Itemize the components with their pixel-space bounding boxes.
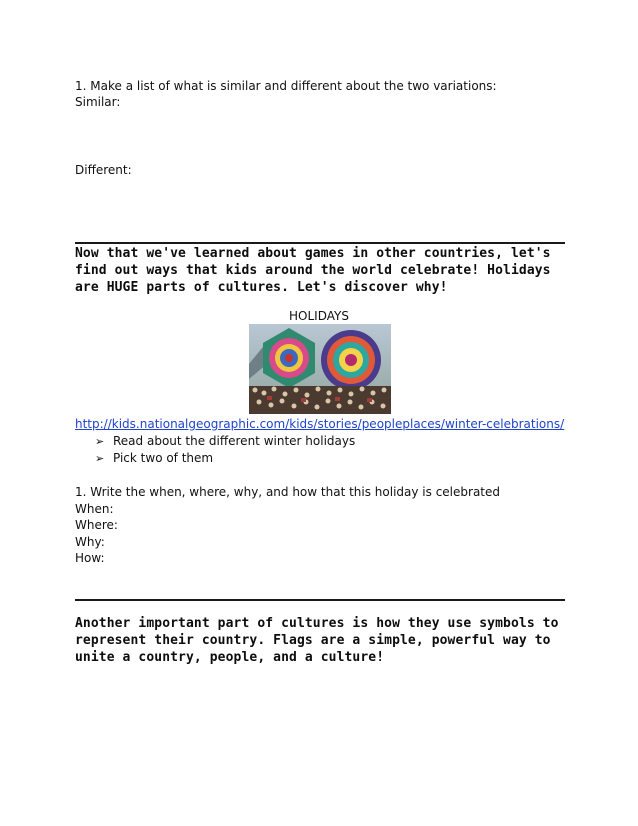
when-label: When: — [75, 502, 114, 516]
how-label: How: — [75, 551, 105, 565]
arrowhead-bullet-icon: ➢ — [95, 452, 105, 465]
task1-prompt: 1. Make a list of what is similar and different about the two variations: — [75, 79, 497, 93]
image-caption: HOLIDAYS — [289, 309, 349, 323]
winter-celebrations-link[interactable]: http://kids.nationalgeographic.com/kids/stories/peopleplaces/winter-celebrations/ — [75, 417, 565, 431]
why-label: Why: — [75, 535, 105, 549]
arrowhead-bullet-icon: ➢ — [95, 435, 105, 448]
list-item-text: Pick two of them — [113, 451, 214, 465]
section-divider — [75, 599, 565, 601]
holidays-heading: Now that we've learned about games in other countries, let's find out ways that kids around the world celebrate! Holidays are HUGE parts of cultures. Let's discover why! — [75, 246, 551, 295]
similar-label: Similar: — [75, 95, 121, 109]
task2-prompt: 1. Write the when, where, why, and how that this holiday is celebrated — [75, 485, 501, 499]
flags-heading: Another important part of cultures is how they use symbols to represent their country. Flags are a simple, powerful way to unite a country, people, and a culture! — [75, 616, 559, 665]
list-item-text: Read about the different winter holidays — [113, 434, 356, 448]
different-label: Different: — [75, 163, 132, 177]
where-label: Where: — [75, 518, 118, 532]
giant-kites-festival-photo — [249, 324, 391, 414]
list-item — [95, 451, 213, 465]
section-divider — [75, 242, 565, 244]
list-item — [95, 434, 355, 448]
